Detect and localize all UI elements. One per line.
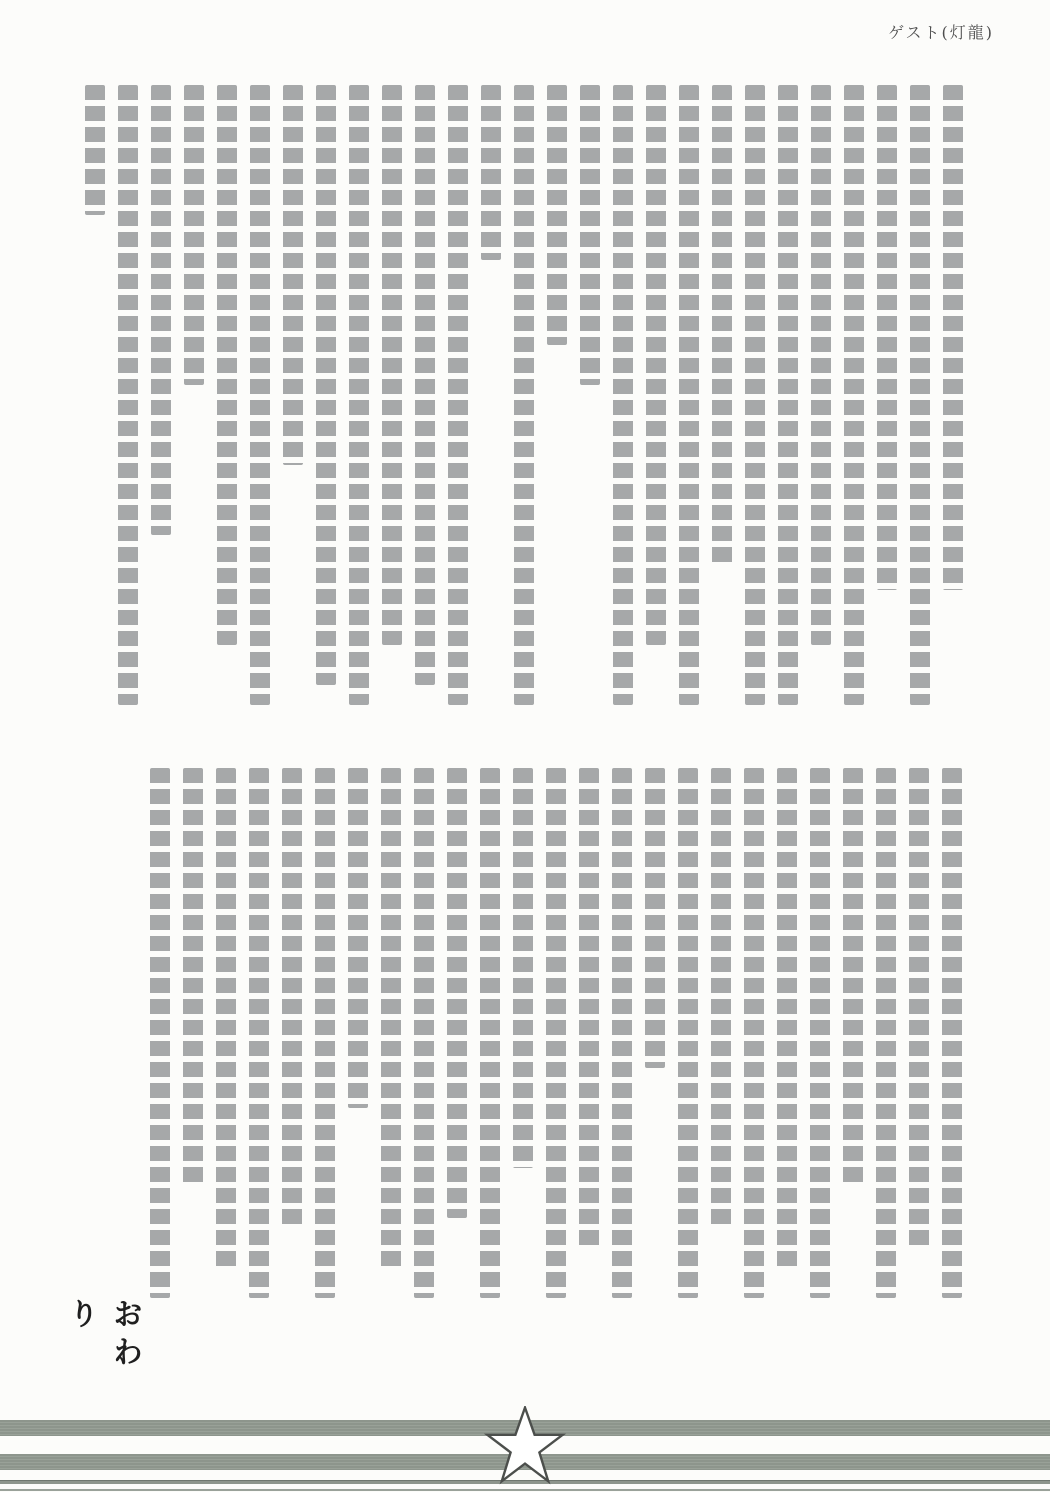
redacted-text-column [250,85,270,705]
redacted-text-column [711,768,731,1228]
redacted-text-column [348,768,368,1108]
redacted-text-column [315,768,335,1298]
redacted-text-column [184,85,204,385]
redacted-text-column [150,768,170,1298]
redacted-text-column [480,768,500,1298]
redacted-text-column [349,85,369,705]
redacted-text-column [216,768,236,1268]
footer-hairline [0,1489,1050,1491]
redacted-text-column [910,85,930,705]
text-block-top [85,85,963,717]
redacted-text-column [811,85,831,645]
redacted-text-column [249,768,269,1298]
redacted-text-column [843,768,863,1188]
redacted-text-column [85,85,105,215]
redacted-text-column [745,85,765,705]
redacted-text-column [448,85,468,705]
star-shape [487,1408,562,1482]
redacted-text-column [282,768,302,1228]
redacted-text-column [678,768,698,1298]
redacted-text-column [381,768,401,1268]
redacted-text-column [513,768,533,1168]
redacted-text-column [217,85,237,645]
redacted-text-column [547,85,567,345]
redacted-text-column [415,85,435,685]
redacted-text-column [382,85,402,645]
ending-marker: おわり [63,1298,142,1374]
redacted-text-column [744,768,764,1298]
redacted-text-column [877,85,897,590]
guest-credit: ゲスト(灯龍) [888,23,994,42]
redacted-text-column [645,768,665,1068]
redacted-text-column [876,768,896,1298]
redacted-text-column [580,85,600,385]
redacted-text-column [613,85,633,705]
redacted-text-column [546,768,566,1298]
redacted-text-column [679,85,699,705]
redacted-text-column [778,85,798,705]
redacted-text-column [942,768,962,1298]
redacted-text-column [646,85,666,645]
redacted-text-column [151,85,171,535]
redacted-text-column [909,768,929,1248]
redacted-text-column [118,85,138,705]
redacted-text-column [481,85,501,260]
redacted-text-column [316,85,336,685]
redacted-text-column [777,768,797,1268]
redacted-text-column [283,85,303,465]
redacted-text-column [447,768,467,1218]
redacted-text-column [579,768,599,1248]
redacted-text-column [183,768,203,1188]
redacted-text-column [514,85,534,705]
text-block-bottom [150,768,962,1300]
redacted-text-column [414,768,434,1298]
redacted-text-column [943,85,963,590]
redacted-text-column [612,768,632,1298]
star-icon [482,1406,568,1486]
redacted-text-column [810,768,830,1298]
redacted-text-column [712,85,732,565]
redacted-text-column [844,85,864,705]
